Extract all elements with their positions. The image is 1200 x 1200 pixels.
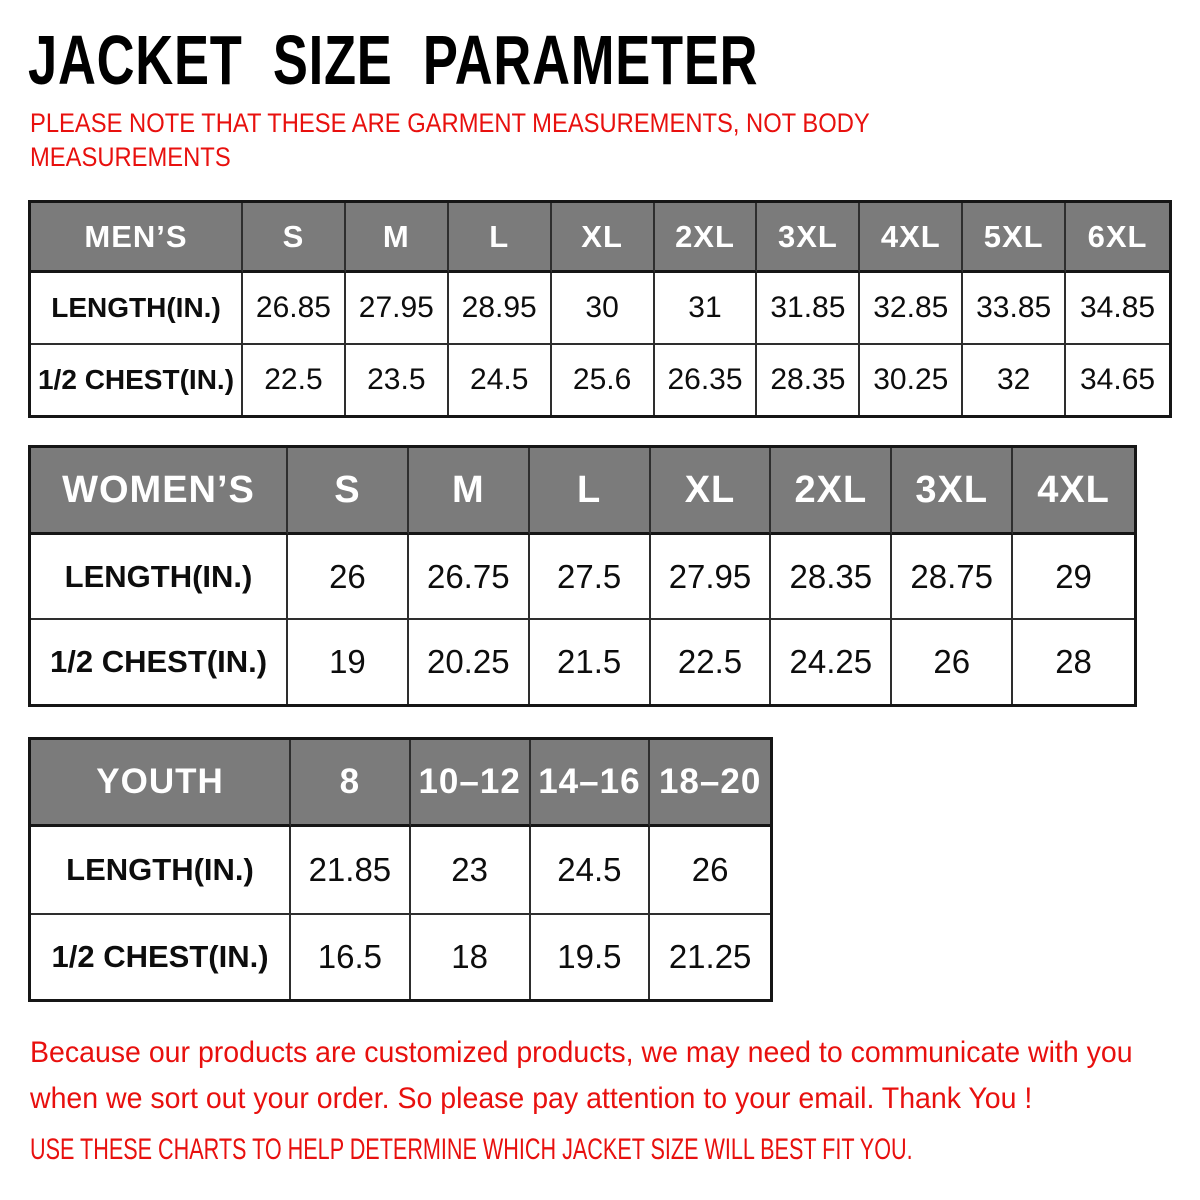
value-cell: 34.65 [1066, 345, 1169, 415]
value-cell: 25.6 [552, 345, 655, 415]
note-line-1: PLEASE NOTE THAT THESE ARE GARMENT MEASUREMENTS, NOT BODY [30, 108, 870, 138]
size-header-cell: M [346, 203, 449, 273]
womens-size-table [28, 445, 1137, 707]
value-cell: 33.85 [963, 273, 1066, 345]
value-cell: 22.5 [651, 620, 772, 704]
value-cell: 34.85 [1066, 273, 1169, 345]
value-cell: 26 [288, 535, 409, 620]
value-cell: 28.95 [449, 273, 552, 345]
customization-notice [30, 1030, 1133, 1122]
size-header-cell: 8 [291, 740, 411, 827]
size-header-cell: L [449, 203, 552, 273]
value-cell: 26 [892, 620, 1013, 704]
size-header-cell: M [409, 448, 530, 535]
value-cell: 28 [1013, 620, 1134, 704]
note-line-2: MEASUREMENTS [30, 142, 231, 172]
table-title-cell: MEN’S [31, 203, 243, 273]
value-cell: 16.5 [291, 915, 411, 999]
value-cell: 32 [963, 345, 1066, 415]
value-cell: 20.25 [409, 620, 530, 704]
page-title: JACKET SIZE PARAMETER [28, 21, 759, 99]
value-cell: 28.35 [757, 345, 860, 415]
mens-size-table [28, 200, 1172, 418]
value-cell: 29 [1013, 535, 1134, 620]
value-cell: 21.25 [650, 915, 770, 999]
size-header-cell: XL [651, 448, 772, 535]
value-cell: 27.95 [651, 535, 772, 620]
row-label-cell: 1/2 CHEST(IN.) [31, 915, 291, 999]
value-cell: 26.75 [409, 535, 530, 620]
value-cell: 24.5 [531, 827, 651, 915]
row-label-cell: LENGTH(IN.) [31, 827, 291, 915]
size-header-cell: 18–20 [650, 740, 770, 827]
value-cell: 30 [552, 273, 655, 345]
notice-line-1: Because our products are customized products, we may need to communicate with you [30, 1036, 1133, 1069]
size-header-cell: 4XL [1013, 448, 1134, 535]
notice-line-2: when we sort out your order. So please pay attention to your email. Thank You ! [30, 1082, 1033, 1115]
size-header-cell: 3XL [892, 448, 1013, 535]
size-header-cell: 2XL [771, 448, 892, 535]
size-header-cell: S [288, 448, 409, 535]
value-cell: 26 [650, 827, 770, 915]
value-cell: 21.5 [530, 620, 651, 704]
size-header-cell: L [530, 448, 651, 535]
row-label-cell: 1/2 CHEST(IN.) [31, 620, 288, 704]
value-cell: 18 [411, 915, 531, 999]
size-header-cell: S [243, 203, 346, 273]
value-cell: 24.25 [771, 620, 892, 704]
youth-size-table [28, 737, 773, 1002]
value-cell: 26.85 [243, 273, 346, 345]
value-cell: 22.5 [243, 345, 346, 415]
value-cell: 27.95 [346, 273, 449, 345]
size-header-cell: 3XL [757, 203, 860, 273]
value-cell: 19 [288, 620, 409, 704]
value-cell: 24.5 [449, 345, 552, 415]
value-cell: 23.5 [346, 345, 449, 415]
value-cell: 31.85 [757, 273, 860, 345]
size-header-cell: 5XL [963, 203, 1066, 273]
row-label-cell: 1/2 CHEST(IN.) [31, 345, 243, 415]
row-label-cell: LENGTH(IN.) [31, 273, 243, 345]
value-cell: 21.85 [291, 827, 411, 915]
row-label-cell: LENGTH(IN.) [31, 535, 288, 620]
value-cell: 28.35 [771, 535, 892, 620]
value-cell: 32.85 [860, 273, 963, 345]
garment-measurement-note [30, 106, 870, 174]
size-header-cell: 2XL [655, 203, 758, 273]
size-header-cell: 10–12 [411, 740, 531, 827]
table-title-cell: WOMEN’S [31, 448, 288, 535]
value-cell: 26.35 [655, 345, 758, 415]
value-cell: 23 [411, 827, 531, 915]
value-cell: 28.75 [892, 535, 1013, 620]
value-cell: 30.25 [860, 345, 963, 415]
value-cell: 19.5 [531, 915, 651, 999]
size-header-cell: XL [552, 203, 655, 273]
table-title-cell: YOUTH [31, 740, 291, 827]
size-header-cell: 6XL [1066, 203, 1169, 273]
usage-instruction: USE THESE CHARTS TO HELP DETERMINE WHICH JACKET SIZE WILL BEST FIT YOU. [30, 1133, 913, 1166]
size-header-cell: 14–16 [531, 740, 651, 827]
value-cell: 31 [655, 273, 758, 345]
value-cell: 27.5 [530, 535, 651, 620]
size-header-cell: 4XL [860, 203, 963, 273]
